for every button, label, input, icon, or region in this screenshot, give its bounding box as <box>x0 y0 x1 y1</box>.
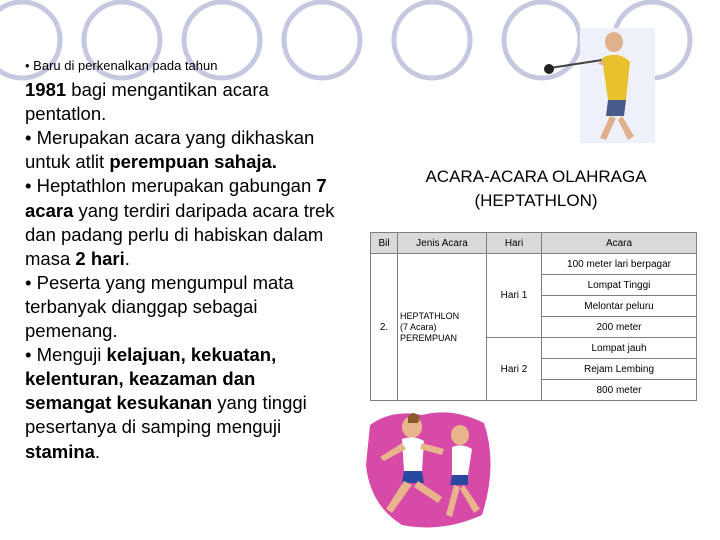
event-high-jump: Lompat Tinggi <box>542 275 697 296</box>
text-year: 1981 <box>25 79 67 101</box>
event-long-jump: Lompat jauh <box>542 338 697 359</box>
cell-jenis-acara: HEPTATHLON (7 Acara) PEREMPUAN <box>398 254 487 401</box>
text-combination: • Heptathlon merupakan gabungan <box>25 175 317 197</box>
text-high: yang tinggi pesertanya di samping menguji <box>25 392 307 438</box>
title-line-1: ACARA-ACARA OLAHRAGA <box>425 167 647 186</box>
cell-hari-1: Hari 1 <box>487 254 542 338</box>
text-two-days: 2 hari <box>75 247 125 269</box>
bullet: • <box>25 58 30 73</box>
text-tests: • Menguji <box>25 344 107 366</box>
text-winner: • Peserta yang mengumpul mata terbanyak dianggap sebagai pemenang. <box>25 271 294 342</box>
event-javelin: Rejam Lembing <box>542 359 697 380</box>
text-pentathlon: bagi mengantikan acara pentatlon. <box>25 79 269 125</box>
cell-bil: 2. <box>371 254 398 401</box>
header-acara: Acara <box>542 233 697 254</box>
ring-5 <box>394 2 470 78</box>
page-title <box>378 165 694 213</box>
event-200m: 200 meter <box>542 317 697 338</box>
table-header-row <box>371 233 697 254</box>
body-text: • Baru di perkenalkan pada tahun 1981 bagi mengantikan acara pentatlon. • Merupakan acara yang dikhaskan untuk atlit perempuan sahaja. • Heptathlon merupakan gabungan 7 acara yang terdiri daripada acara trek dan padang perlu di habiskan dalam masa 2 hari. • Peserta yang mengumpul mata terbanyak dianggap sebagai pemenang. • Menguji kelajuan, kekuatan, kelenturan, keazaman dan semangat kesukanan yang tinggi pesertanya di samping menguji stamina. <box>25 58 335 462</box>
text-women-only: • Merupakan acara yang dikhaskan untuk atlit <box>25 127 315 173</box>
title-line-2: (HEPTATHLON) <box>474 191 598 210</box>
runners-illustration <box>362 405 502 533</box>
text-seven-events: 7 acara <box>25 175 327 221</box>
event-800m: 800 meter <box>542 380 697 401</box>
text-women-only-bold: perempuan sahaja. <box>109 151 277 173</box>
header-jenis-acara: Jenis Acara <box>398 233 487 254</box>
cell-hari-2: Hari 2 <box>487 338 542 401</box>
text-stamina: stamina <box>25 440 95 462</box>
event-shot-put: Melontar peluru <box>542 296 697 317</box>
text-intro: Baru di perkenalkan pada tahun <box>29 58 218 73</box>
hammer-thrower-illustration <box>540 28 655 148</box>
text-track-field: yang terdiri daripada acara trek dan padang perlu di habiskan dalam masa <box>25 199 335 269</box>
header-bil: Bil <box>371 233 398 254</box>
text-qualities: kelajuan, kekuatan, kelenturan, keazaman dan semangat kesukanan <box>25 344 277 414</box>
event-100m-hurdles: 100 meter lari berpagar <box>542 254 697 275</box>
header-hari: Hari <box>487 233 542 254</box>
table-row <box>371 254 697 275</box>
heptathlon-table <box>370 232 697 401</box>
